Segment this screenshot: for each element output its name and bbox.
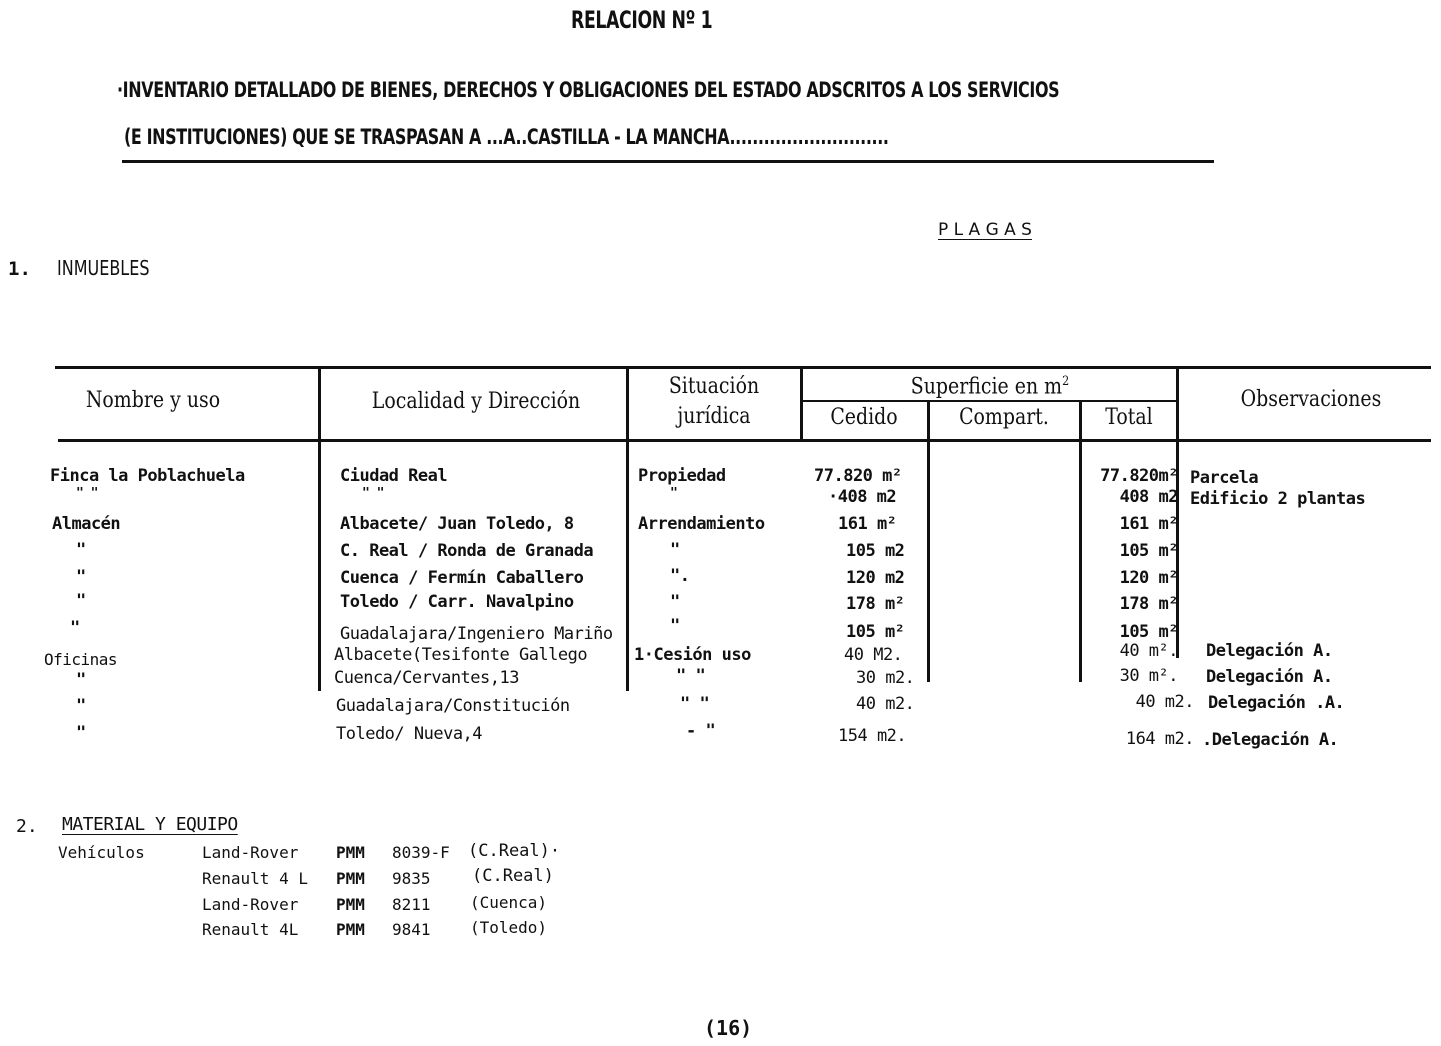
header-total: Total <box>1105 405 1153 430</box>
cell-situacion: " " <box>676 666 706 686</box>
cell-localidad: Toledo/ Nueva,4 <box>336 724 483 744</box>
cell-total: 105 m² <box>1119 622 1178 642</box>
vehicle-model: Land-Rover <box>202 895 299 914</box>
cell-cedido: 161 m² <box>838 514 897 534</box>
superficie-rule <box>801 400 1179 402</box>
table-header-rule <box>58 439 1431 442</box>
cell-total: 408 m2 <box>1119 487 1178 507</box>
cell-obs: Delegación .A. <box>1208 693 1345 713</box>
cell-situacion: Propiedad <box>638 466 726 486</box>
cell-total: 77.820m² <box>1100 466 1178 486</box>
vehicle-location: (C.Real)· <box>468 841 561 861</box>
cell-nombre: " <box>76 670 86 690</box>
cell-cedido: 77.820 m² <box>814 466 902 486</box>
header-line-1-text: ·INVENTARIO DETALLADO DE BIENES, DERECHOS Y OBLIGACIONES DEL ESTADO ADSCRITOS A LOS SERVICIOS <box>117 78 1060 102</box>
cell-total: 120 m² <box>1119 568 1178 588</box>
section-2-number: 2. <box>16 816 38 837</box>
cell-localidad: Albacete/ Juan Toledo, 8 <box>340 514 574 534</box>
vehicle-location: (Toledo) <box>470 918 548 937</box>
header-rule <box>122 160 1214 163</box>
cell-obs: .Delegación A. <box>1202 730 1339 750</box>
col-divider-6 <box>1176 366 1179 658</box>
header-superficie-text: Superficie en m <box>910 374 1063 400</box>
cell-situacion: - " <box>686 721 716 741</box>
cell-total: 30 m². <box>1119 666 1178 686</box>
cell-localidad: C. Real / Ronda de Granada <box>340 541 594 561</box>
cell-obs: Delegación A. <box>1206 667 1333 687</box>
cell-cedido: 120 m2 <box>846 568 905 588</box>
cell-obs: Edificio 2 plantas <box>1190 489 1366 509</box>
header-situacion-1: Situación <box>668 374 760 399</box>
cell-situacion: " <box>670 616 680 636</box>
header-cedido: Cedido <box>830 405 898 430</box>
vehicle-location: (C.Real) <box>472 866 554 886</box>
cell-situacion: " <box>670 540 680 560</box>
section-1-title-text: INMUEBLES <box>57 256 150 280</box>
col-divider-1 <box>318 366 321 691</box>
col-divider-4 <box>927 400 930 682</box>
header-compart: Compart. <box>959 405 1049 430</box>
cell-obs: Delegación A. <box>1206 641 1333 661</box>
header-superficie <box>827 374 1154 399</box>
cell-total: 164 m2. <box>1125 729 1194 749</box>
header-line-1 <box>117 78 1357 102</box>
vehicle-pmm: PMM <box>336 869 365 888</box>
cell-cedido: 105 m² <box>846 622 905 642</box>
cell-localidad: Toledo / Carr. Navalpino <box>340 592 574 612</box>
cell-nombre: " <box>76 723 86 743</box>
col-divider-2 <box>626 366 629 691</box>
vehicles-label: Vehículos <box>58 843 145 862</box>
vehicle-plate: 9835 <box>392 869 431 888</box>
vehicle-pmm: PMM <box>336 895 365 914</box>
cell-obs: Parcela <box>1190 468 1259 488</box>
vehicle-model: Renault 4L <box>202 920 299 939</box>
vehicle-pmm: PMM <box>336 920 365 939</box>
col-divider-3 <box>800 366 803 441</box>
cell-total: 40 m2. <box>1135 692 1194 712</box>
cell-cedido: 40 M2. <box>844 645 903 665</box>
vehicle-location: (Cuenca) <box>470 893 548 912</box>
cell-nombre: " <box>76 591 86 611</box>
cell-nombre: " <box>76 567 86 587</box>
cell-situacion: Arrendamiento <box>638 514 765 534</box>
cell-total: 105 m² <box>1119 541 1178 561</box>
header-line-2 <box>124 125 1130 149</box>
cell-localidad: Guadalajara/Ingeniero Mariño <box>340 624 613 644</box>
cell-cedido: 105 m2 <box>846 541 905 561</box>
cell-cedido: 30 m2. <box>856 668 915 688</box>
section-1-number: 1. <box>8 258 31 280</box>
cell-total: 40 m². <box>1119 641 1178 661</box>
cell-situacion: 1·Cesión uso <box>634 645 751 665</box>
vehicle-model: Renault 4 L <box>202 869 308 888</box>
plagas-label: P L A G A S <box>938 220 1032 240</box>
table-top-rule <box>55 366 1431 369</box>
vehicle-pmm: PMM <box>336 843 365 862</box>
cell-nombre: Oficinas <box>44 650 118 669</box>
section-1-title <box>57 256 173 280</box>
cell-localidad: " " <box>362 486 384 501</box>
cell-localidad: Albacete(Tesifonte Gallego <box>334 645 588 665</box>
document-title <box>571 6 767 34</box>
cell-localidad: Cuenca/Cervantes,13 <box>334 668 519 688</box>
cell-localidad: Cuenca / Fermín Caballero <box>340 568 584 588</box>
vehicle-plate: 9841 <box>392 920 431 939</box>
section-2-title: MATERIAL Y EQUIPO <box>62 814 238 835</box>
cell-cedido: 40 m2. <box>856 694 915 714</box>
cell-localidad: Guadalajara/Constitución <box>336 696 570 716</box>
cell-total: 161 m² <box>1119 514 1178 534</box>
header-nombre: Nombre y uso <box>85 388 221 413</box>
cell-nombre: " <box>76 696 86 716</box>
cell-situacion: " <box>670 486 678 501</box>
cell-cedido: 178 m² <box>846 594 905 614</box>
header-line-2-text: (E INSTITUCIONES) QUE SE TRASPASAN A ...A..CASTILLA - LA MANCHA............................ <box>124 125 889 149</box>
cell-nombre: " " <box>76 486 98 501</box>
cell-nombre: Finca la Poblachuela <box>50 466 245 486</box>
cell-localidad: Ciudad Real <box>340 466 448 486</box>
vehicle-plate: 8039-F <box>392 843 450 862</box>
page-number: (16) <box>704 1016 753 1040</box>
cell-nombre: " <box>76 540 86 560</box>
document-title-text: RELACION Nº 1 <box>571 6 713 34</box>
cell-nombre: " <box>70 618 80 638</box>
header-situacion-2: jurídica <box>677 404 751 429</box>
cell-situacion: " <box>670 592 680 612</box>
header-superficie-exponent: 2 <box>1062 374 1070 389</box>
vehicle-model: Land-Rover <box>202 843 299 862</box>
cell-cedido: ·408 m2 <box>828 487 897 507</box>
cell-situacion: " " <box>680 694 710 714</box>
cell-situacion: ". <box>670 566 690 586</box>
cell-nombre: Almacén <box>52 514 121 534</box>
cell-total: 178 m² <box>1119 594 1178 614</box>
vehicle-plate: 8211 <box>392 895 431 914</box>
header-localidad: Localidad y Dirección <box>371 389 581 414</box>
header-observaciones: Observaciones <box>1240 387 1382 412</box>
cell-cedido: 154 m2. <box>838 726 907 746</box>
